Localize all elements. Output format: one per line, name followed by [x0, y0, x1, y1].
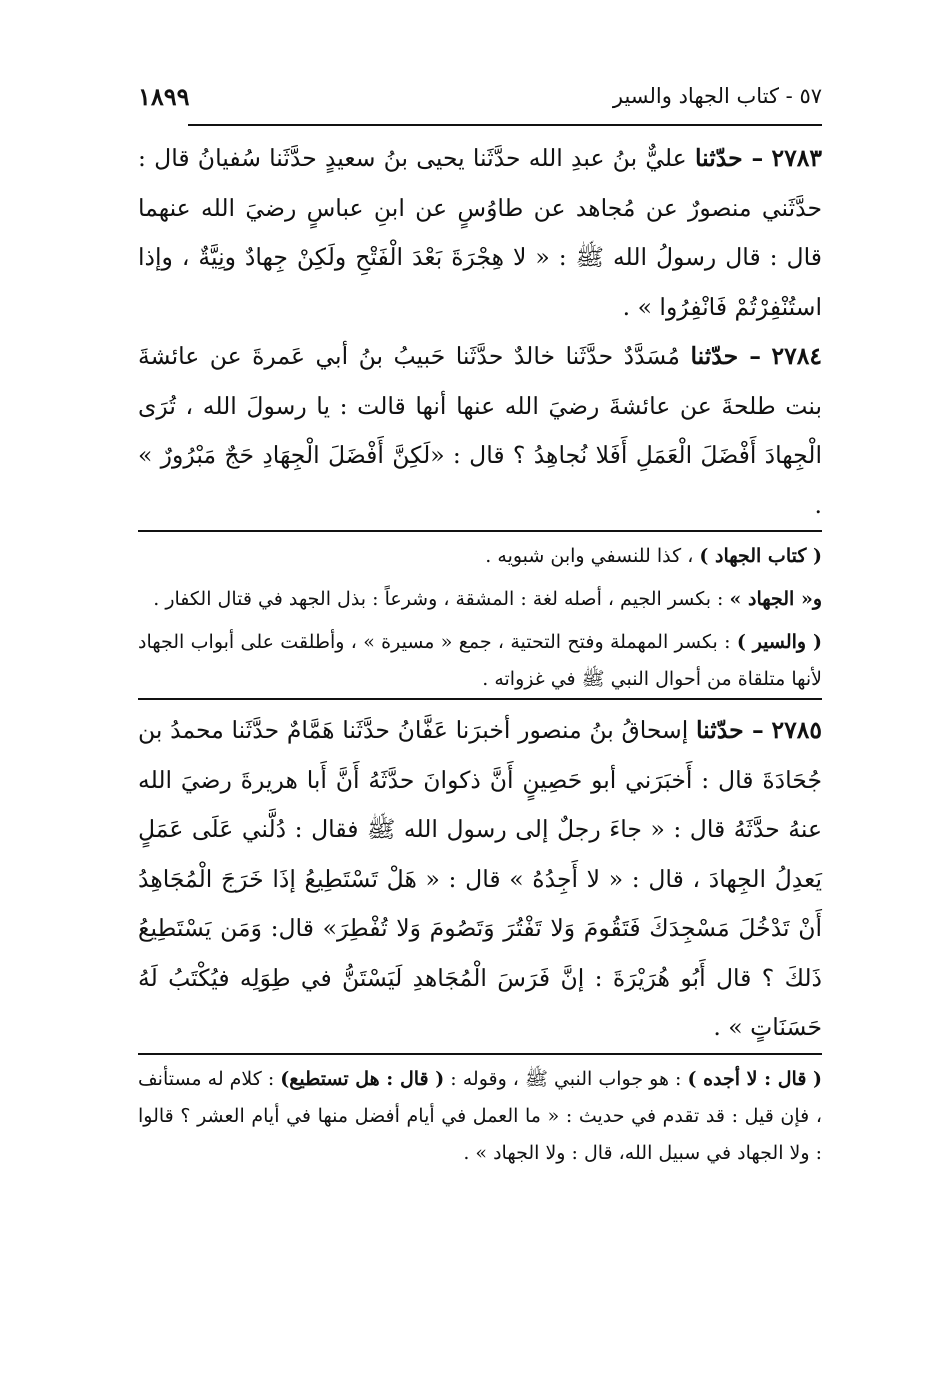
note-term: و« الجهاد » — [729, 588, 822, 610]
hadith-lead: حدّثنا — [695, 716, 744, 744]
note-qala — [138, 1061, 822, 1172]
note-text: : هو جواب النبي ﷺ ، وقوله : — [444, 1067, 688, 1090]
note-term: ( قال : لا أجده ) — [687, 1067, 822, 1090]
note-text: : بكسر الجيم ، أصله لغة : المشقة ، وشرعاً : بذل الجهد في قتال الكفار . — [153, 588, 730, 610]
hadith-dash: – — [742, 144, 764, 172]
hadith-dash: – — [743, 716, 764, 744]
page-header — [138, 80, 822, 118]
book-page — [138, 80, 822, 1172]
note-kitab — [138, 538, 822, 575]
page-content — [138, 134, 822, 1172]
hadith-number: ٢٧٨٤ — [771, 342, 822, 370]
hadith-2784 — [138, 332, 822, 530]
note-text: : بكسر المهملة وفتح التحتية ، جمع « مسيرة » ، وأطلقت على أبواب الجهاد لأنها متلقاة من أحوال النبي ﷺ في غزواته . — [138, 631, 822, 690]
note-text: ، كذا للنسفي وابن شبويه . — [485, 545, 700, 567]
hadith-separator — [138, 698, 822, 700]
hadith-2785 — [138, 706, 822, 1053]
hadith-text: إسحاقُ بنُ منصور أخبرَنا عَفَّانُ حدَّثَنا هَمَّامٌ حدَّثَنا محمدُ بن جُحَادَةَ قال : أَخبَرَني أبو حَصِينٍ أَنَّ ذكوانَ حدَّثَهُ أَنَّ أَبا هريرةَ رضيَ الله عنهُ حدَّثَهُ قال : « جاءَ رجلٌ إلى رسول الله ﷺ فقال : دُلَّني عَلَى عَمَلٍ يَعدِلُ الجِهادَ ، قال : « لا أَجِدُهُ » قال : « هَلْ تَسْتَطِيعُ إذَا خَرَجَ الْمُجَاهِدُ أَنْ تَدْخُلَ مَسْجِدَكَ فَتَقُومَ وَلا تَفْتُرَ وَتَصُومَ وَلا تُفْطِرَ» قال: وَمَن يَسْتَطِيعُ ذَلكَ ؟ قال أَبُو هُرَيْرَةَ : إنَّ فَرَسَ الْمُجَاهدِ لَيَسْتَنُّ في طِوَلِه فيُكْتَبُ لَهُ حَسَنَاتٍ » . — [138, 716, 822, 1041]
page-number: ١٨٩٩ — [138, 82, 190, 111]
commentary-separator — [138, 1053, 822, 1055]
note-siyar — [138, 624, 822, 698]
chapter-title: ٥٧ - كتاب الجهاد والسير — [612, 84, 822, 108]
hadith-text: عليٌّ بنُ عبدِ الله حدَّثَنا يحيى بنُ سعيدٍ حدَّثَنا سُفيانُ قال : حدَّثَني منصورٌ عن مُجاهد عن طاوُسٍ عن ابنِ عباسٍ رضيَ الله عنهما قال : قال رسولُ الله ﷺ : « لا هِجْرَةَ بَعْدَ الْفَتْحِ ولَكِنْ جِهادٌ ونِيَّةٌ ، وإذا استُنْفِرْتُمْ فَانْفِرُوا » . — [138, 144, 822, 321]
hadith-2783 — [138, 134, 822, 332]
note-term: ( والسير ) — [736, 631, 822, 653]
commentary-separator — [138, 530, 822, 532]
hadith-number: ٢٧٨٣ — [771, 144, 822, 172]
note-term: ( كتاب الجهاد ) — [699, 545, 822, 567]
hadith-lead: حدّثنا — [694, 144, 743, 172]
note-term: ( قال : هل تستطيع) — [280, 1067, 445, 1090]
hadith-lead: حدّثنا — [690, 342, 739, 370]
hadith-number: ٢٧٨٥ — [771, 716, 822, 744]
note-text: : كلام له مستأنف ، فإن قيل : قد تقدم في حديث : « ما العمل في أيام أفضل منها في أيام العشر ؟ قالوا : ولا الجهاد في سبيل الله، قال : ولا الجهاد » . — [137, 1067, 822, 1164]
header-rule — [188, 124, 822, 126]
hadith-text: مُسَدَّدٌ حدَّثَنا خالدٌ حدَّثَنا حَبيبُ بنُ أبي عَمرةَ عن عائشةَ بنت طلحةَ عن عائشةَ رضيَ الله عنها أنها قالت : يا رسولَ الله ، تُرَى الْجِهادَ أَفْضَلَ الْعَمَلِ أَفَلا نُجاهِدُ ؟ قال : «لَكِنَّ أَفْضَلَ الْجِهَادِ حَجٌ مَبْرُورٌ » . — [138, 342, 822, 519]
note-jihad — [138, 581, 822, 618]
hadith-dash: – — [738, 342, 762, 370]
